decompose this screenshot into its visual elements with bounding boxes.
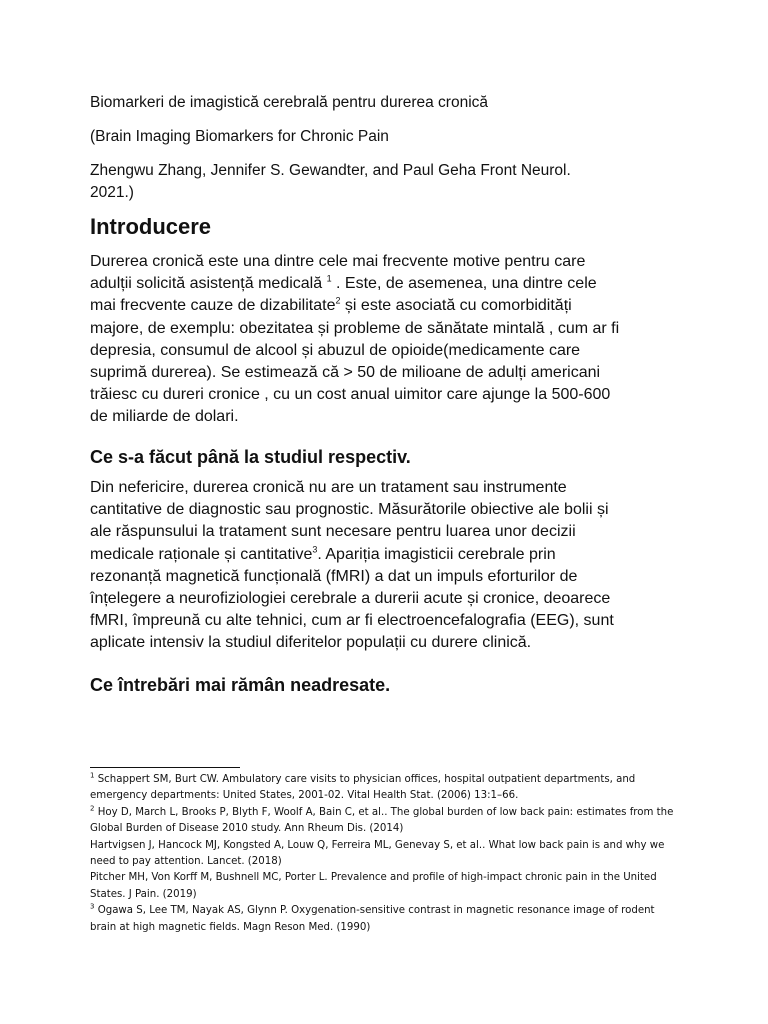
text-line: cantitative de diagnostic sau prognostic. Măsurătorile obiective ale bolii și <box>90 501 609 519</box>
text-line: aplicate intensiv la studiul diferitelor populații cu durere clinică. <box>90 634 532 652</box>
text-line: adulții solicită asistență medicală $^1$ . Este, de asemenea, una dintre cele <box>90 273 597 293</box>
text-line: fMRI, împreună cu alte tehnici, cum ar fi electroencefalografia (EEG), sunt <box>90 612 614 630</box>
footnote-2-line: Pitcher MH, Von Korff M, Bushnell MC, Porter L. Prevalence and profile of high-impact chronic pain in the United <box>90 872 657 884</box>
footnote-ref-1[interactable]: 1 <box>326 273 332 284</box>
footnote-separator <box>90 767 240 768</box>
footnote-2-line: $^2$ Hoy D, March L, Brooks P, Blyth F, Woolf A, Bain C, et al.. The global burden of low back pain: estimates from the <box>90 804 674 818</box>
text-line: mai frecvente cauze de dizabilitate$^2$ și este asociată cu comorbidități <box>90 296 572 315</box>
footnote-ref-3[interactable]: 3 <box>312 544 318 555</box>
footnote-3-line: $^3$ Ogawa S, Lee TM, Nayak AS, Glynn P. Oxygenation-sensitive contrast in magnetic resonance image of rodent <box>90 902 655 917</box>
footnotes <box>90 772 690 936</box>
footnote-1-line: emergency departments: United States, 2001-02. Vital Health Stat. (2006) 13:1–66. <box>90 790 519 802</box>
text-line: Din nefericire, durerea cronică nu are un tratament sau instrumente <box>90 479 567 496</box>
prior-work-paragraph <box>90 477 690 655</box>
year-line: 2021.) <box>90 184 134 201</box>
authors-line: Zhengwu Zhang, Jennifer S. Gewandter, and Paul Geha Front Neurol. <box>90 162 571 179</box>
heading-open-questions: Ce întrebări mai rămân neadresate. <box>90 675 391 695</box>
footnote-2-line: Global Burden of Disease 2010 study. Ann Rheum Dis. (2014) <box>90 823 404 835</box>
footnote-2-line: States. J Pain. (2019) <box>90 888 197 900</box>
authors-citation <box>90 160 690 204</box>
footnote-2-number: 2 <box>90 804 95 813</box>
text-line: înțelegere a neurofiziologiei cerebrale a durerii acute și cronice, deoarece <box>90 590 611 608</box>
intro-paragraph <box>90 251 690 429</box>
footnote-1-number: 1 <box>90 771 95 780</box>
title-romanian: Biomarkeri de imagistică cerebrală pentru durerea cronică <box>90 94 489 111</box>
text-line: majore, de exemplu: obezitatea și probleme de sănătate mintală , cum ar fi <box>90 319 620 337</box>
footnote-3-number: 3 <box>90 902 95 911</box>
text-line: medicale raționale și cantitative$^3$. Apariția imagisticii cerebrale prin <box>90 544 556 563</box>
text-line: trăiesc cu dureri cronice , cu un cost anual uimitor care ajunge la 500-600 <box>90 386 611 404</box>
footnote-ref-2[interactable]: 2 <box>335 296 341 307</box>
heading-introduction: Introducere <box>90 214 212 239</box>
footnote-3-line: brain at high magnetic fields. Magn Reson Med. (1990) <box>90 921 371 933</box>
title-english: (Brain Imaging Biomarkers for Chronic Pain <box>90 128 389 145</box>
heading-prior-work: Ce s-a făcut până la studiul respectiv. <box>90 447 411 467</box>
footnote-2-line: Hartvigsen J, Hancock MJ, Kongsted A, Louw Q, Ferreira ML, Genevay S, et al.. What low back pain is and why we <box>90 839 665 851</box>
text-line: Durerea cronică este una dintre cele mai frecvente motive pentru care <box>90 253 586 270</box>
footnote-2-line: need to pay attention. Lancet. (2018) <box>90 856 282 868</box>
text-line: ale răspunsului la tratament sunt necesare pentru luarea unor decizii <box>90 523 576 541</box>
text-line: suprimă durerea). Se estimează că > 50 de milioane de adulți americani <box>90 364 601 382</box>
text-line: de miliarde de dolari. <box>90 408 239 426</box>
text-line: depresia, consumul de alcool și abuzul de opioide(medicamente care <box>90 341 581 359</box>
text-line: rezonanță magnetică funcțională (fMRI) a dat un impuls eforturilor de <box>90 567 578 585</box>
footnote-1-line: $^1$ Schappert SM, Burt CW. Ambulatory care visits to physician offices, hospital outpatient departments, and <box>90 771 636 785</box>
